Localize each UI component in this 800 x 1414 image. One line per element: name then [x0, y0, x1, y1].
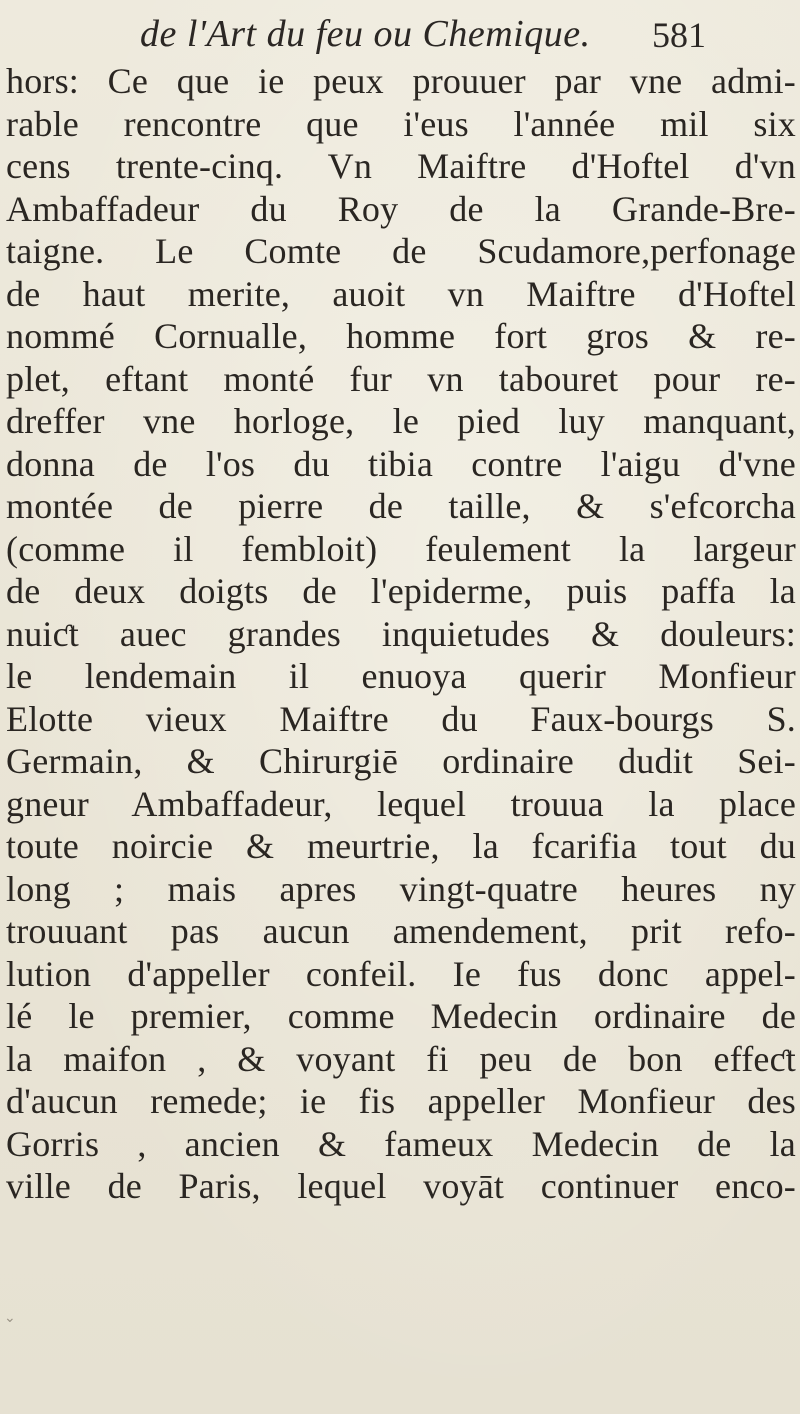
running-head — [0, 12, 800, 60]
text-line: lé le premier, comme Medecin ordinaire de — [6, 996, 796, 1036]
text-line: le lendemain il enuoya querir Monfieur — [6, 656, 796, 696]
text-line: d'aucun remede; ie fis appeller Monfieur des — [6, 1081, 796, 1121]
text-line: Ambaffadeur du Roy de la Grande-Bre- — [6, 188, 796, 229]
paper-speck-mark: ⌄ — [4, 1310, 16, 1326]
text-line: Gorris , ancien & fameux Medecin de la — [6, 1123, 796, 1164]
text-line: long ; mais apres vingt-quatre heures ny — [6, 868, 796, 909]
running-head-title: de l'Art du feu ou Chemique. — [140, 13, 591, 55]
page-number: 581 — [652, 15, 706, 55]
body-text — [6, 60, 796, 1208]
text-line: trouuant pas aucun amendement, prit refo- — [6, 911, 796, 951]
text-line: ville de Paris, lequel voyāt continuer enco- — [6, 1166, 796, 1206]
text-line: plet, eftant monté fur vn tabouret pour re- — [6, 358, 796, 399]
text-line: de haut merite, auoit vn Maiftre d'Hoftel — [6, 273, 796, 314]
text-line: toute noircie & meurtrie, la fcarifia tout du — [6, 826, 796, 866]
text-line: nommé Cornualle, homme fort gros & re- — [6, 316, 796, 356]
text-line: (comme il fembloit) feulement la largeur — [6, 528, 796, 569]
text-line: la maifon , & voyant fi peu de bon effeƈt — [6, 1038, 796, 1079]
text-line: cens trente-cinq. Vn Maiftre d'Hoftel d'vn — [6, 146, 796, 186]
text-line: donna de l'os du tibia contre l'aigu d'vne — [6, 443, 796, 484]
text-line: nuiƈt auec grandes inquietudes & douleurs: — [6, 613, 796, 654]
text-line: de deux doigts de l'epiderme, puis paffa la — [6, 571, 796, 611]
text-line: Elotte vieux Maiftre du Faux-bourgs S. — [6, 698, 796, 739]
text-line: montée de pierre de taille, & s'efcorcha — [6, 486, 796, 526]
text-line: gneur Ambaffadeur, lequel trouua la place — [6, 783, 796, 824]
text-line: hors: Ce que ie peux prouuer par vne admi- — [6, 61, 796, 101]
text-line: lution d'appeller confeil. Ie fus donc appel- — [6, 953, 796, 994]
text-line: taigne. Le Comte de Scudamore,perfonage — [6, 231, 796, 271]
text-line: dreffer vne horloge, le pied luy manquant, — [6, 401, 796, 441]
text-line: rable rencontre que i'eus l'année mil six — [6, 103, 796, 144]
text-line: Germain, & Chirurgiē ordinaire dudit Sei- — [6, 741, 796, 781]
